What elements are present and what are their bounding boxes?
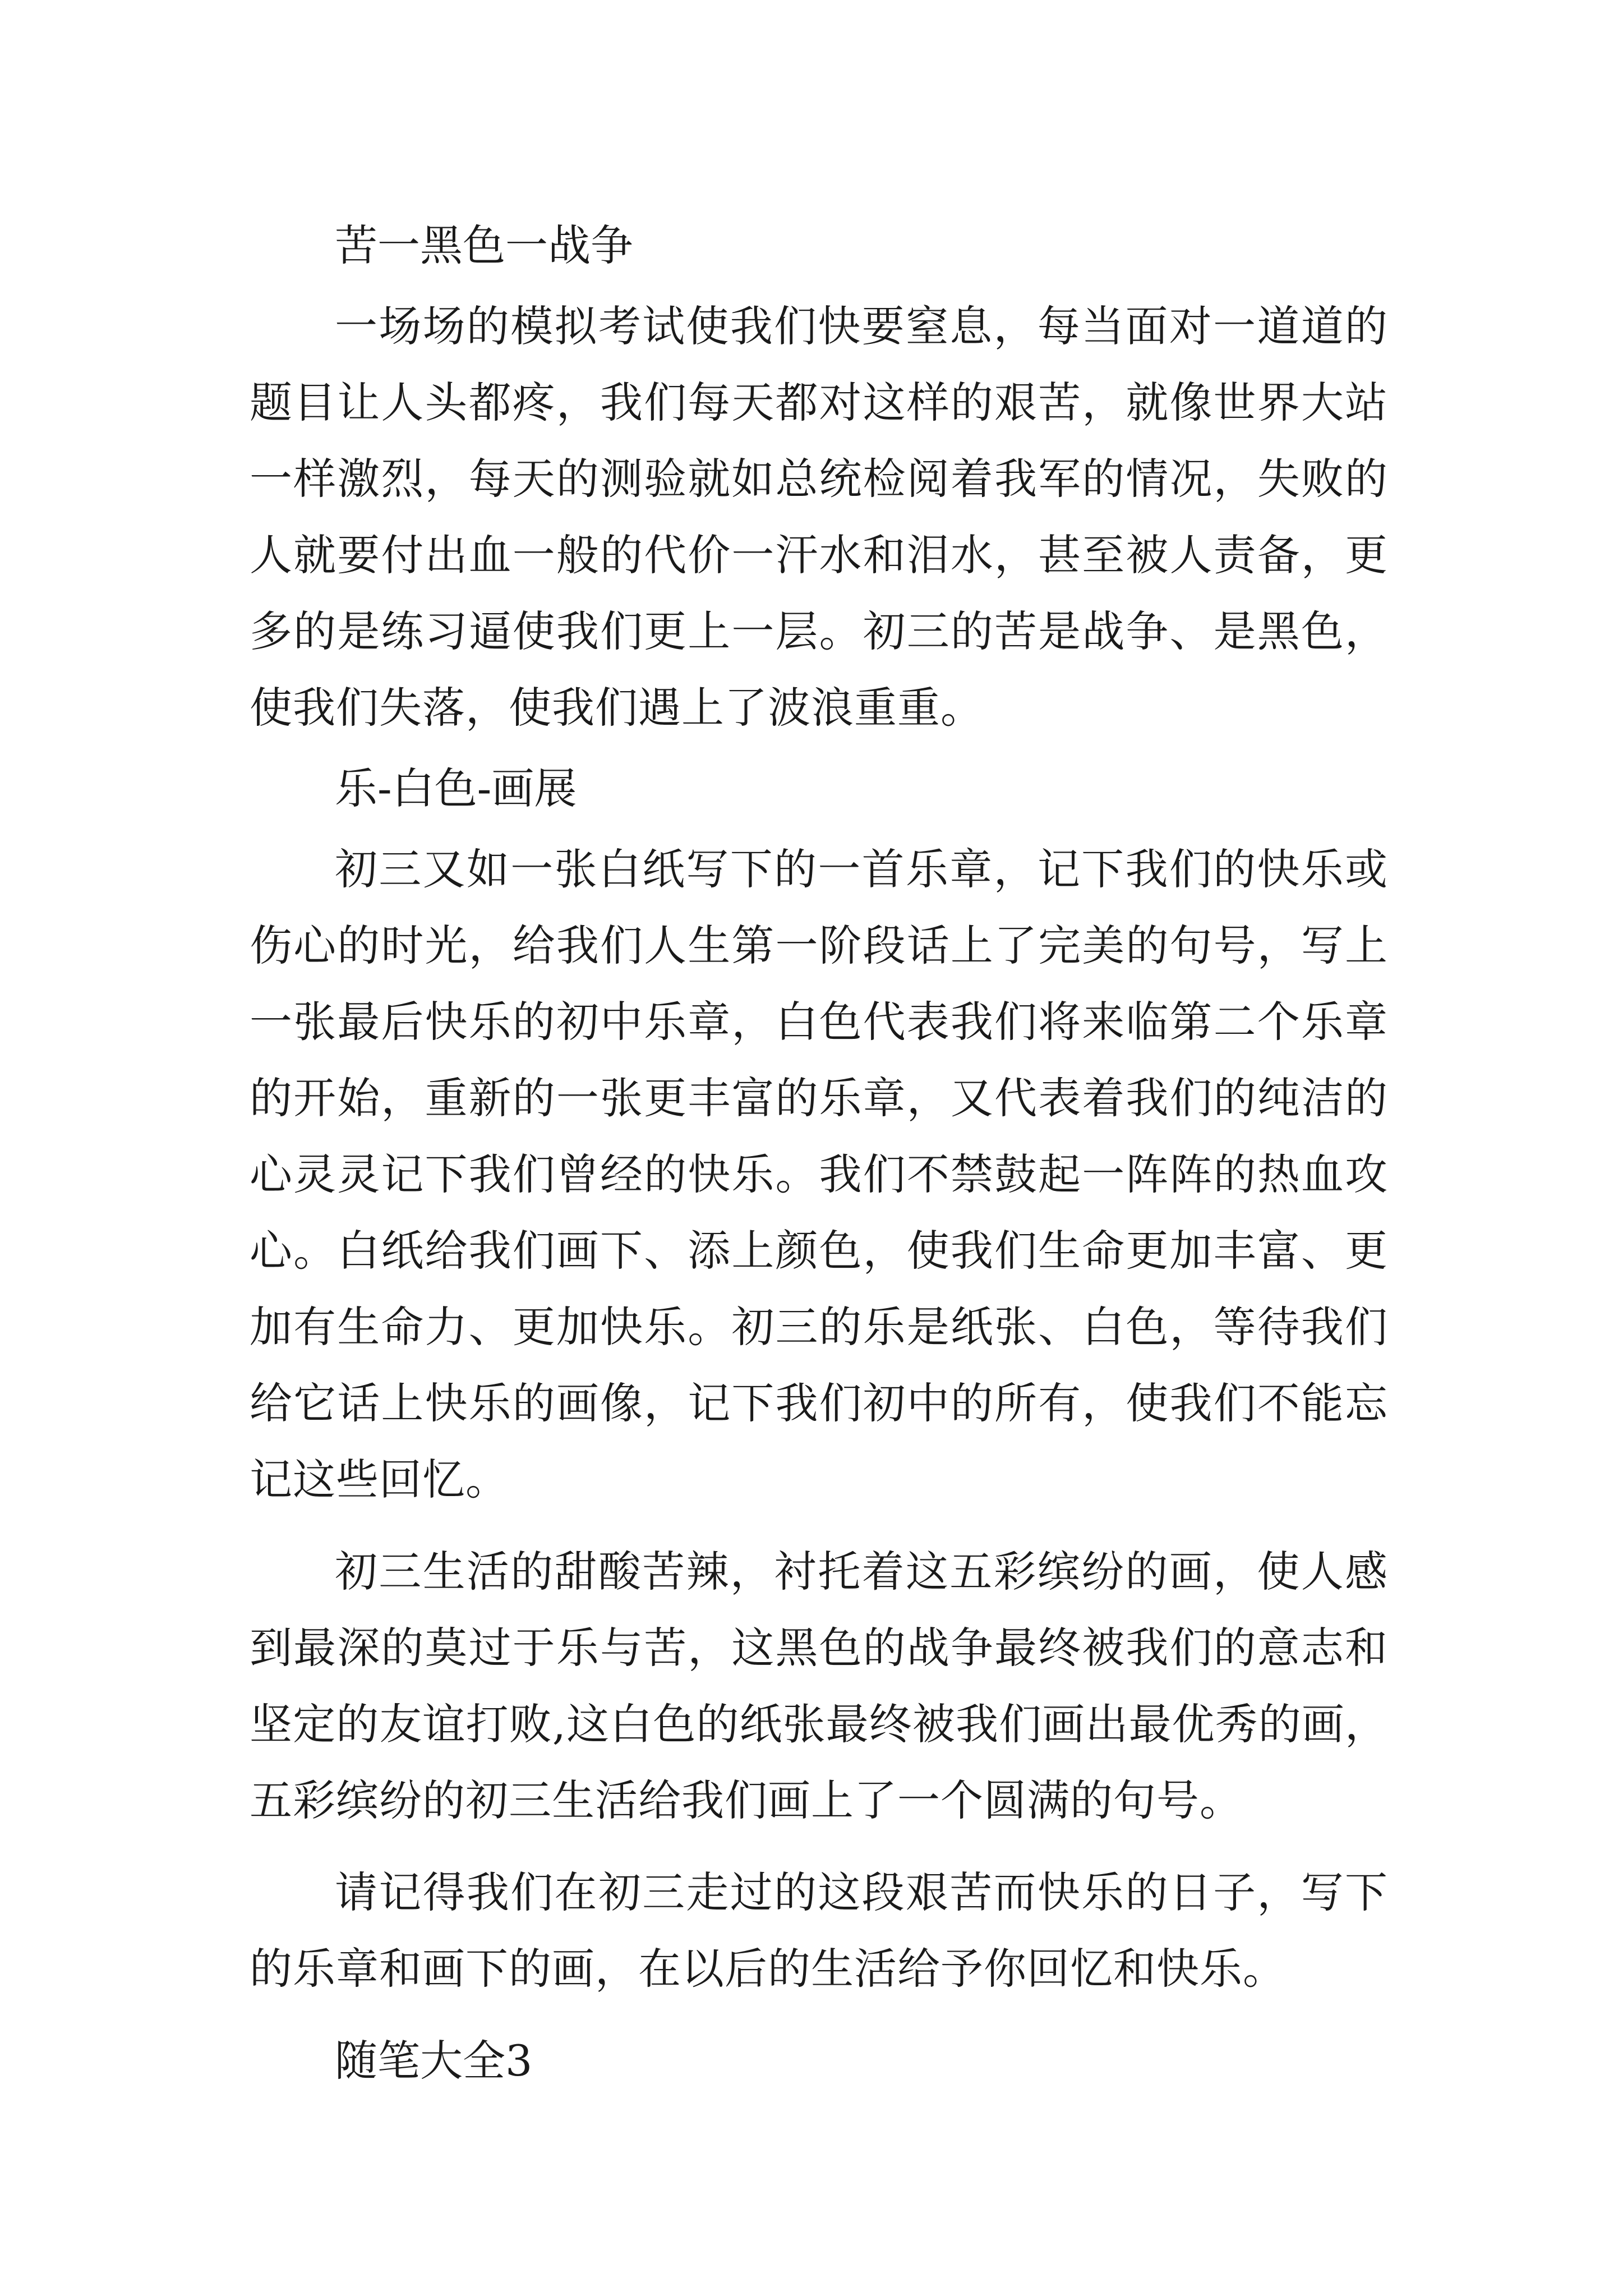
- section1-paragraph: 一场场的模拟考试使我们快要窒息，每当面对一道道的题目让人头都疼，我们每天都对这样的艰苦，就像世界大站一样激烈，每天的测验就如总统检阅着我军的情况，失败的人就要付出血一般的代价一汗水和泪水，甚至被人责备，更多的是练习逼使我们更上一层。初三的苦是战争、是黑色，使我们失落，使我们遇上了波浪重重。: [250, 301, 1388, 733]
- section2-heading: 乐-白色-画展: [335, 763, 577, 813]
- conclusion-paragraph: 初三生活的甜酸苦辣，衬托着这五彩缤纷的画，使人感到最深的莫过于乐与苦，这黑色的战争最终被我们的意志和坚定的友谊打败,这白色的纸张最终被我们画出最优秀的画，五彩缤纷的初三生活给我们画上了一个圆满的句号。: [250, 1547, 1388, 1825]
- section1-heading: 苦一黑色一战争: [335, 220, 633, 270]
- closing-paragraph: 请记得我们在初三走过的这段艰苦而快乐的日子，写下的乐章和画下的画，在以后的生活给予你回忆和快乐。: [250, 1867, 1388, 1994]
- document-page: [250, 208, 1388, 2099]
- section2-paragraph: 初三又如一张白纸写下的一首乐章，记下我们的快乐或伤心的时光，给我们人生第一阶段话上了完美的句号，写上一张最后快乐的初中乐章，白色代表我们将来临第二个乐章的开始，重新的一张更丰富的乐章，又代表着我们的纯洁的心灵灵记下我们曾经的快乐。我们不禁鼓起一阵阵的热血攻心。白纸给我们画下、添上颜色，使我们生命更加丰富、更加有生命力、更加快乐。初三的乐是纸张、白色，等待我们给它话上快乐的画像，记下我们初中的所有，使我们不能忘记这些回忆。: [250, 844, 1388, 1504]
- next-essay-title: 随笔大全3: [335, 2036, 533, 2086]
